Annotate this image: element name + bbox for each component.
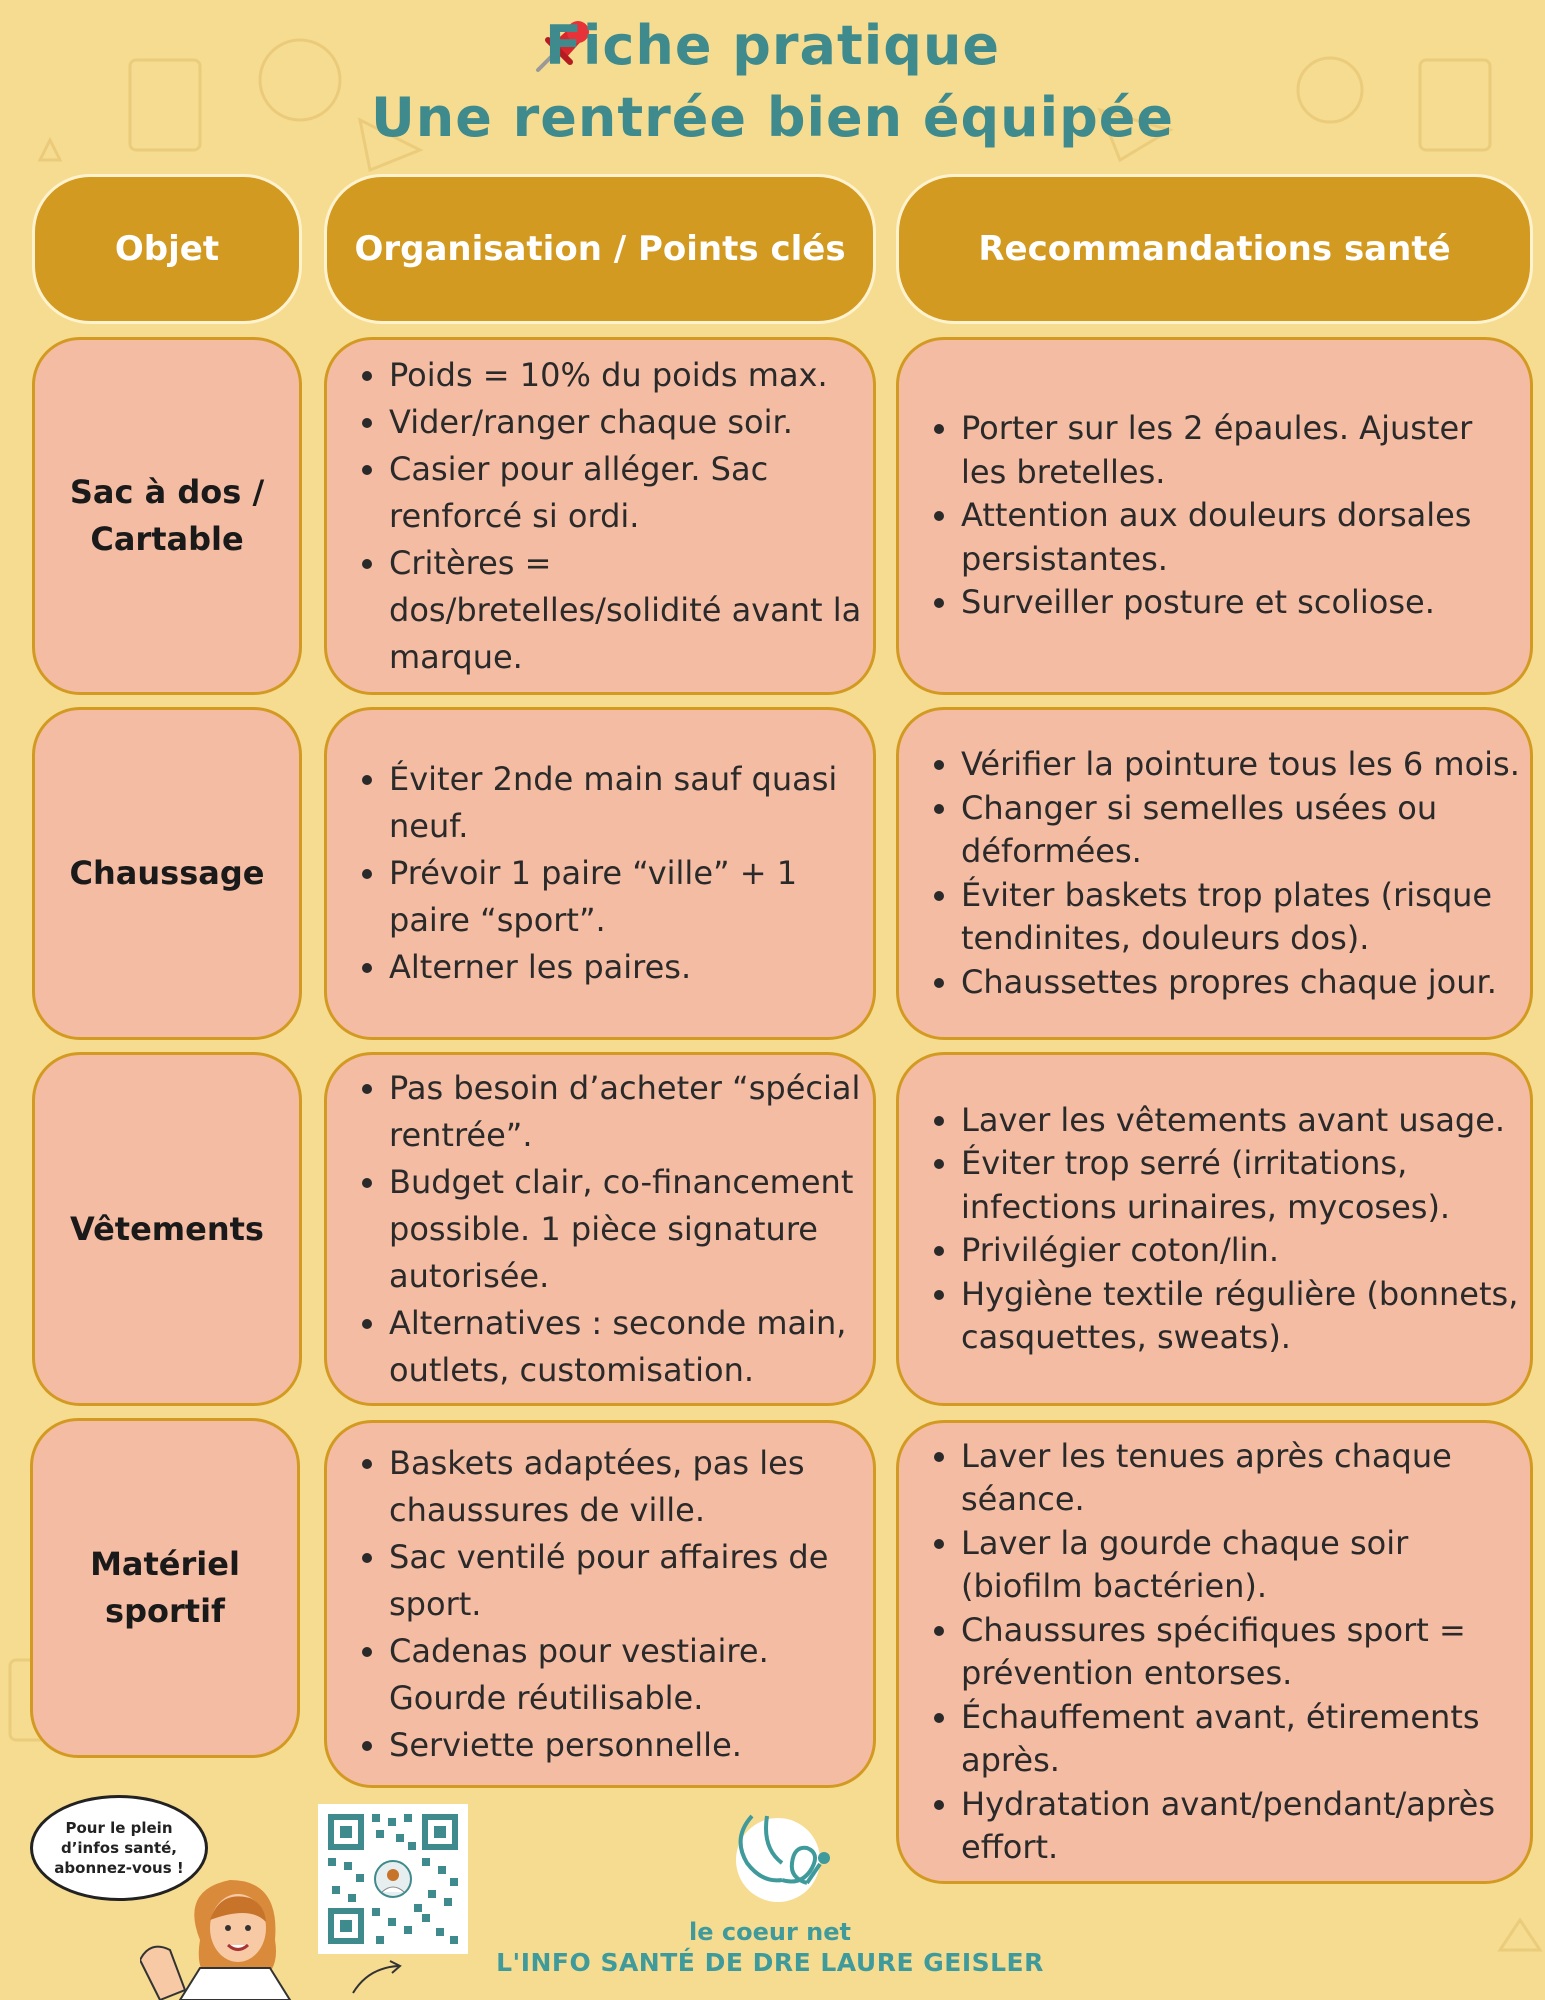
list-item: • Privilégier coton/lin. [961,1229,1524,1273]
list-item: • Cadenas pour vestiaire. Gourde réutilisable. [389,1628,865,1722]
row-recommendations-backpack [896,337,1533,695]
stethoscope-heart-logo [712,1808,842,1918]
list-item: • Laver les vêtements avant usage. [961,1099,1524,1143]
row-organisation-sports [324,1420,876,1788]
row-organisation-shoes [324,707,876,1040]
qr-code[interactable] [318,1804,468,1954]
row-object-shoes: Chaussage [32,707,302,1040]
page-title-line2: Une rentrée bien équipée [370,86,1175,149]
header-organisation: Organisation / Points clés [324,174,876,324]
list-item: • Baskets adaptées, pas les chaussures de ville. [389,1440,865,1534]
header-recommendations: Recommandations santé [896,174,1533,324]
list-item: • Éviter baskets trop plates (risque tendinites, douleurs dos). [961,874,1524,961]
list-item: • Laver la gourde chaque soir (biofilm bactérien). [961,1522,1524,1609]
list-item: • Surveiller posture et scoliose. [961,581,1524,625]
page-title-line1: Fiche pratique [544,14,1001,77]
list-item: • Vérifier la pointure tous les 6 mois. [961,743,1524,787]
row-object-sports: Matériel sportif [30,1418,300,1758]
list-item: • Chaussettes propres chaque jour. [961,961,1524,1005]
list-item: • Critères = dos/bretelles/solidité avant la marque. [389,540,865,681]
list-item: • Laver les tenues après chaque séance. [961,1435,1524,1522]
list-item: • Changer si semelles usées ou déformées. [961,787,1524,874]
list-item: • Serviette personnelle. [389,1722,865,1769]
row-object-clothes: Vêtements [32,1052,302,1406]
list-item: • Casier pour alléger. Sac renforcé si ordi. [389,446,865,540]
list-item: • Sac ventilé pour affaires de sport. [389,1534,865,1628]
list-item: • Pas besoin d’acheter “spécial rentrée”. [389,1065,865,1159]
row-recommendations-clothes [896,1052,1533,1406]
header-object: Objet [32,174,302,324]
brand-name: le coeur net [689,1918,851,1946]
list-item: • Échauffement avant, étirements après. [961,1696,1524,1783]
list-item: • Vider/ranger chaque soir. [389,399,865,446]
subscribe-text: Pour le plein d’infos santé, abonnez-vous ! [54,1819,184,1877]
row-organisation-clothes [324,1052,876,1406]
arrow-icon [348,1958,408,1998]
list-item: • Chaussures spécifiques sport = prévention entorses. [961,1609,1524,1696]
list-item: • Hygiène textile régulière (bonnets, casquettes, sweats). [961,1273,1524,1360]
list-item: • Poids = 10% du poids max. [389,352,865,399]
row-recommendations-shoes [896,707,1533,1040]
list-item: • Alternatives : seconde main, outlets, customisation. [389,1300,865,1394]
list-item: • Éviter trop serré (irritations, infections urinaires, mycoses). [961,1142,1524,1229]
list-item: • Attention aux douleurs dorsales persistantes. [961,494,1524,581]
list-item: • Prévoir 1 paire “ville” + 1 paire “sport”. [389,850,865,944]
list-item: • Éviter 2nde main sauf quasi neuf. [389,756,865,850]
list-item: • Alterner les paires. [389,944,865,991]
row-recommendations-sports [896,1420,1533,1884]
list-item: • Budget clair, co-financement possible. 1 pièce signature autorisée. [389,1159,865,1300]
row-object-backpack: Sac à dos / Cartable [32,337,302,695]
doctor-avatar [140,1850,310,2000]
list-item: • Hydratation avant/pendant/après effort. [961,1783,1524,1870]
list-item: • Porter sur les 2 épaules. Ajuster les bretelles. [961,407,1524,494]
brand-tagline: L'INFO SANTÉ DE DRE LAURE GEISLER [496,1948,1044,1977]
row-organisation-backpack [324,337,876,695]
